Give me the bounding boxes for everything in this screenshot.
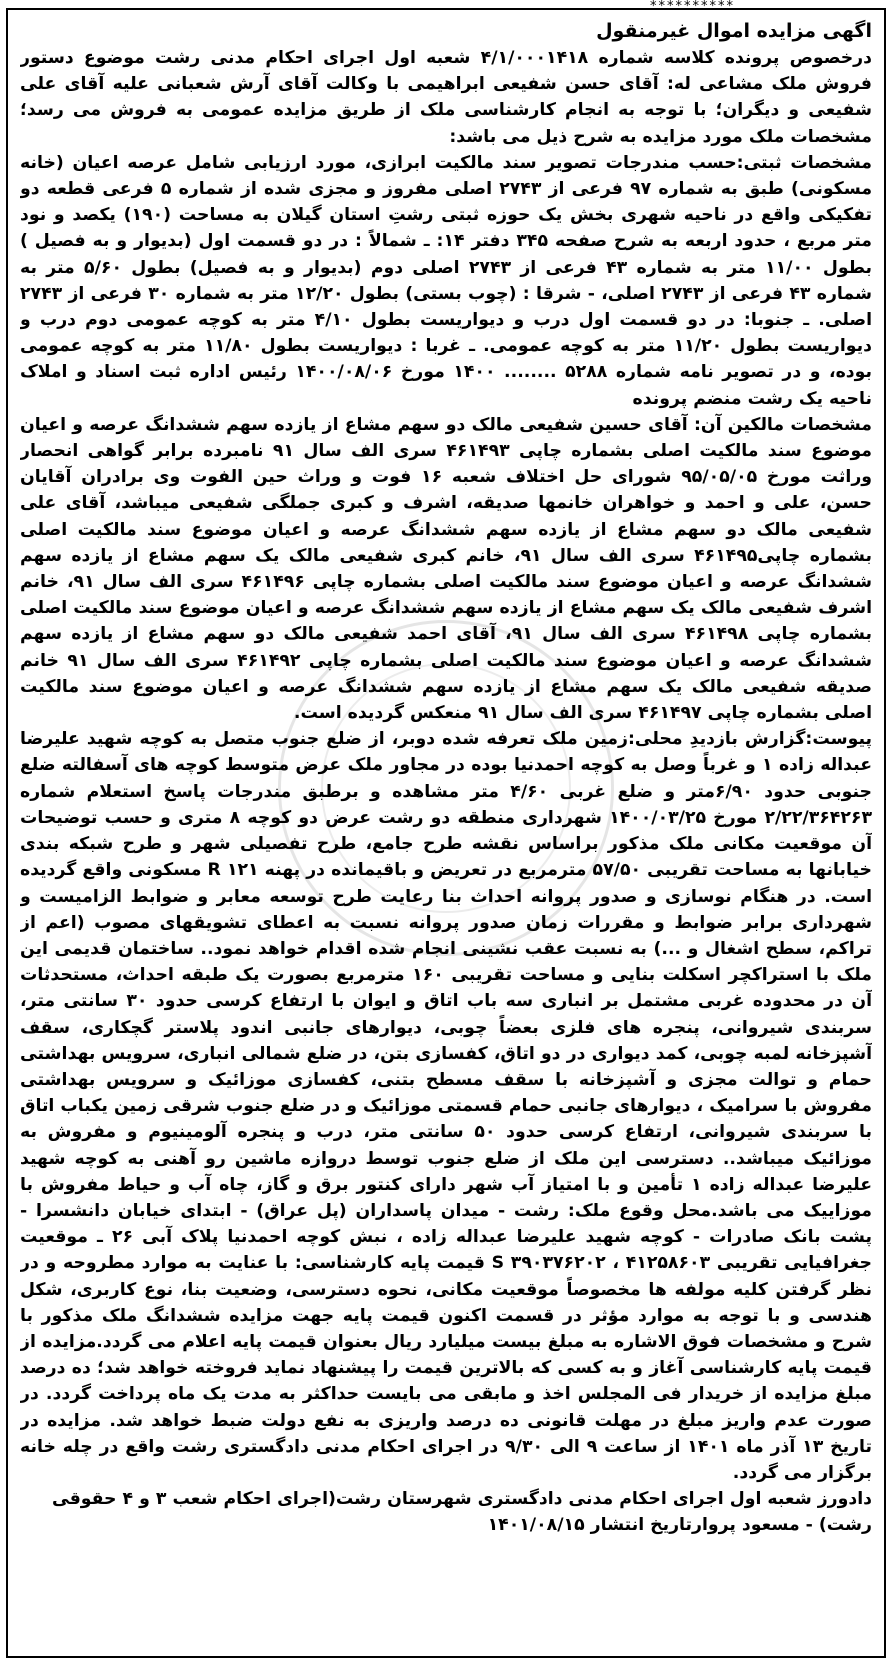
owners-paragraph: مشخصات مالکین آن: آقای حسین شفیعی مالک دو سهم مشاع از یازده سهم ششدانگ عرصه و اعیان موضوع سند مالکیت اصلی بشماره چاپی ۴۶۱۴۹۳ سری الف سال ۹۱ نامبرده برابر گواهی انحصار وراثت مورخ ۹۵/۰۵/۰۵ شورای حل اختلاف شعبه ۱۶ فوت و وراث حین الفوت وی برادران آقایان حسن، علی و احمد و خواهران خانمها صدیقه، اشرف و کبری جملگی شفیعی میباشد، آقای علی شفیعی مالک دو سهم مشاع از یازده سهم ششدانگ عرصه و اعیان موضوع سند مالکیت اصلی بشماره چاپی۴۶۱۴۹۵ سری الف سال ۹۱، خانم کبری شفیعی مالک یک سهم مشاع از یازده سهم ششدانگ عرصه و اعیان موضوع سند مالکیت اصلی بشماره چاپی ۴۶۱۴۹۶ سری الف سال ۹۱، خانم اشرف شفیعی مالک یک سهم مشاع از یازده سهم ششدانگ عرصه و اعیان موضوع سند مالکیت اصلی بشماره چاپی ۴۶۱۴۹۸ سری الف سال ۹۱، آقای احمد شفیعی مالک دو سهم مشاع از یازده سهم ششدانگ عرصه و اعیان موضوع سند مالکیت اصلی بشماره چاپی ۴۶۱۴۹۲ سری الف سال ۹۱ خانم صدیقه شفیعی مالک یک سهم مشاع از یازده سهم ششدانگ عرصه و اعیان موضوع سند مالکیت اصلی بشماره چاپی ۴۶۱۴۹۷ سری الف سال ۹۱ منعکس گردیده است.: [20, 414, 872, 724]
inspection-report-paragraph: پیوست:گزارش بازدیدِ محلی:زمین ملک تعرفه شده دوبر، از ضلع جنوب متصل به کوچه شهید علیرضا عبداله زاده ۱ و غرباً وصل به کوچه احمدنیا بوده در مجاور ملک عرض متوسط کوچه های آسفالته ضلع جنوبی حدود ۶/۹۰متر و ضلع غربی ۴/۶۰ متر مشاهده و برطبق مندرجات پاسخ استعلام شماره ۲/۲۲/۳۶۴۲۶۳ مورخ ۱۴۰۰/۰۳/۲۵ شهرداری منطقه دو رشت عرض دو کوچه ۸ متری و حسب توضیحات آن موقعیت مکانی ملک مذکور براساس نقشه طرح جامع، طرح تفصیلی شهر و طرح شبکه بندی خیابانها به مساحت تقریبی ۵۷/۵۰ مترمربع در تعریض و باقیمانده در پهنه R ۱۲۱ مسکونی واقع گردیده است. در هنگام نوسازی و صدور پروانه احداث بنا رعایت طرح توسعه معابر و ضوابط الزامیست و شهرداری برابر ضوابط و مقررات زمان صدور پروانه نسبت به اعطای تشویقهای مصوب (اعم از تراکم، سطح اشغال و ...) به نسبت عقب نشینی انجام شده اقدام خواهد نمود.. ساختمان قدیمی این ملک با استراکچر اسکلت بنایی و مساحت تقریبی ۱۶۰ مترمربع بصورت یک طبقه احداث، مستحدثات آن در محدوده غربی مشتمل بر انباری سه باب اتاق و ایوان با ارتفاع کرسی حدود ۳۰ سانتی متر، سربندی شیروانی، پنجره های فلزی بعضاً چوبی، دیوارهای جانبی اندود پلاستر گچکاری، سقف آشپزخانه لمبه چوبی، کمد دیواری در دو اتاق، کفسازی بتن، در ضلع شمالی انباری، سرویس بهداشتی حمام و توالت مجزی و آشپزخانه با سقف مسطح بتنی، کفسازی موزائیک و سرویس بهداشتی مفروش با سرامیک ، دیوارهای جانبی حمام قسمتی موزائیک و در ضلع جنوب شرقی زمین یکباب اتاق با سربندی شیروانی، ارتفاع کرسی حدود ۵۰ سانتی متر، درب و پنجره آلومینیوم و مفروش به موزائیک میباشد.. دسترسی این ملک از ضلع جنوب توسط دروازه ماشین رو آهنی به کوچه شهید علیرضا عبداله زاده ۱ تأمین و با امتیاز آب شهر دارای کنتور برق و گاز، چاه آب و حیاط مفروش با موزاییک می باشد.محل وقوع ملک: رشت - میدان پاسداران (پل عراق) - ابتدای خیابان دانشسرا - پشت بانک صادرات - کوچه شهید علیرضا عبداله زاده ، نبش کوچه احمدنیا پلاک آبی ۲۶ ـ موقعیت جغرافیایی تقریبی ۴۱۲۵۸۶۰۳ ، S ۳۹۰۳۷۶۲۰۲ قیمت پایه کارشناسی: با عنایت به موارد مطروحه و در نظر گرفتن کلیه مولفه ها مخصوصاً موقعیت مکانی، نحوه دسترسی، وضعیت بنا، نوع کاربری، شکل هندسی و با توجه به موارد مؤثر در قسمت اکنون قیمت پایه جهت مزایده ششدانگ ملک مذکور با شرح و مشخصات فوق الاشاره به مبلغ بیست میلیارد ریال بعنوان قیمت پایه اعلام می گردد.مزایده از قیمت پایه کارشناسی آغاز و به کسی که بالاترین قیمت را پیشنهاد نماید فروخته خواهد شد؛ ده درصد مبلغ مزایده از خریدار فی المجلس اخذ و مابقی می بایست حداکثر به مدت یک ماه پرداخت گردد. در صورت عدم واریز مبلغ در مهلت قانونی ده درصد واریزی به نفع دولت ضبط خواهد شد. مزایده در تاریخ ۱۳ آذر ماه ۱۴۰۱ از ساعت ۹ الی ۹/۳۰ در اجرای احکام مدنی دادگستری رشت واقع در چله خانه برگزار می گردد.: [20, 729, 872, 1483]
notice-content: [20, 18, 872, 1650]
notice-title: اگهی مزایده اموال غیرمنقول: [596, 20, 872, 42]
signature-text: دادورز شعبه اول اجرای احکام مدنی دادگستری شهرستان رشت(اجرای احکام شعب ۳ و ۴ حقوقی رشت) - مسعود پروار: [51, 1489, 872, 1536]
publish-date-label: تاریخ انتشار: [590, 1515, 693, 1536]
decorative-stars-border: **********: [650, 0, 735, 14]
intro-paragraph: درخصوص پرونده کلاسه شماره ۴/۱/۰۰۰۱۴۱۸ شعبه اول اجرای احکام مدنی رشت موضوع دستور فروش ملک مشاعی له: آقای حسن شفیعی ابراهیمی با وکالت آقای آرش شعبانی علیه آقای علی شفیعی و دیگران؛ با توجه به انجام کارشناسی ملک از طریق مزایده عمومی به فروش می رسد؛ مشخصات ملک مورد مزایده به شرح ذیل می باشد:: [20, 48, 872, 147]
publish-date: ۱۴۰۱/۰۸/۱۵: [487, 1515, 585, 1536]
notice-frame: [6, 8, 886, 1658]
registration-details-paragraph: مشخصات ثبتی:حسب مندرجات تصویر سند مالکیت ابرازی، مورد ارزیابی شامل عرصه اعیان (خانه مسکونی) طبق به شماره ۹۷ فرعی از ۲۷۴۳ اصلی مفروز و مجزی شده از شماره ۵ فرعی قطعه دو تفکیکی واقع در ناحیه شهری بخش یک حوزه ثبتی رشتِ استان گیلان به مساحت (۱۹۰) یکصد و نود متر مربع ، حدود اربعه به شرح صفحه ۳۴۵ دفتر ۱۴: ـ شمالاً : در دو قسمت اول (بدیوار و به فصیل ) بطول ۱۱/۰۰ متر به شماره ۴۳ فرعی از ۲۷۴۳ اصلی دوم (بدیوار و به فصیل) بطول ۵/۶۰ متر به شماره ۴۳ فرعی از ۲۷۴۳ اصلی، - شرقا : (چوب بستی) بطول ۱۲/۲۰ متر به شماره ۳۰ فرعی از ۲۷۴۳ اصلی. ـ جنوبا: در دو قسمت اول درب و دیواریست بطول ۴/۱۰ متر به کوچه عمومی دوم درب و دیواریست بطول ۱۱/۲۰ متر به کوچه عمومی. ـ غربا : دیواریست بطول ۱۱/۸۰ متر به کوچه عمومی بوده، و در تصویر نامه شماره ۵۲۸۸ ........ ۱۴۰۰ مورخ ۱۴۰۰/۰۸/۰۶ رئیس اداره ثبت اسناد و املاک ناحیه یک رشت منضم پرونده: [20, 152, 872, 409]
signature-line: [20, 1486, 872, 1538]
